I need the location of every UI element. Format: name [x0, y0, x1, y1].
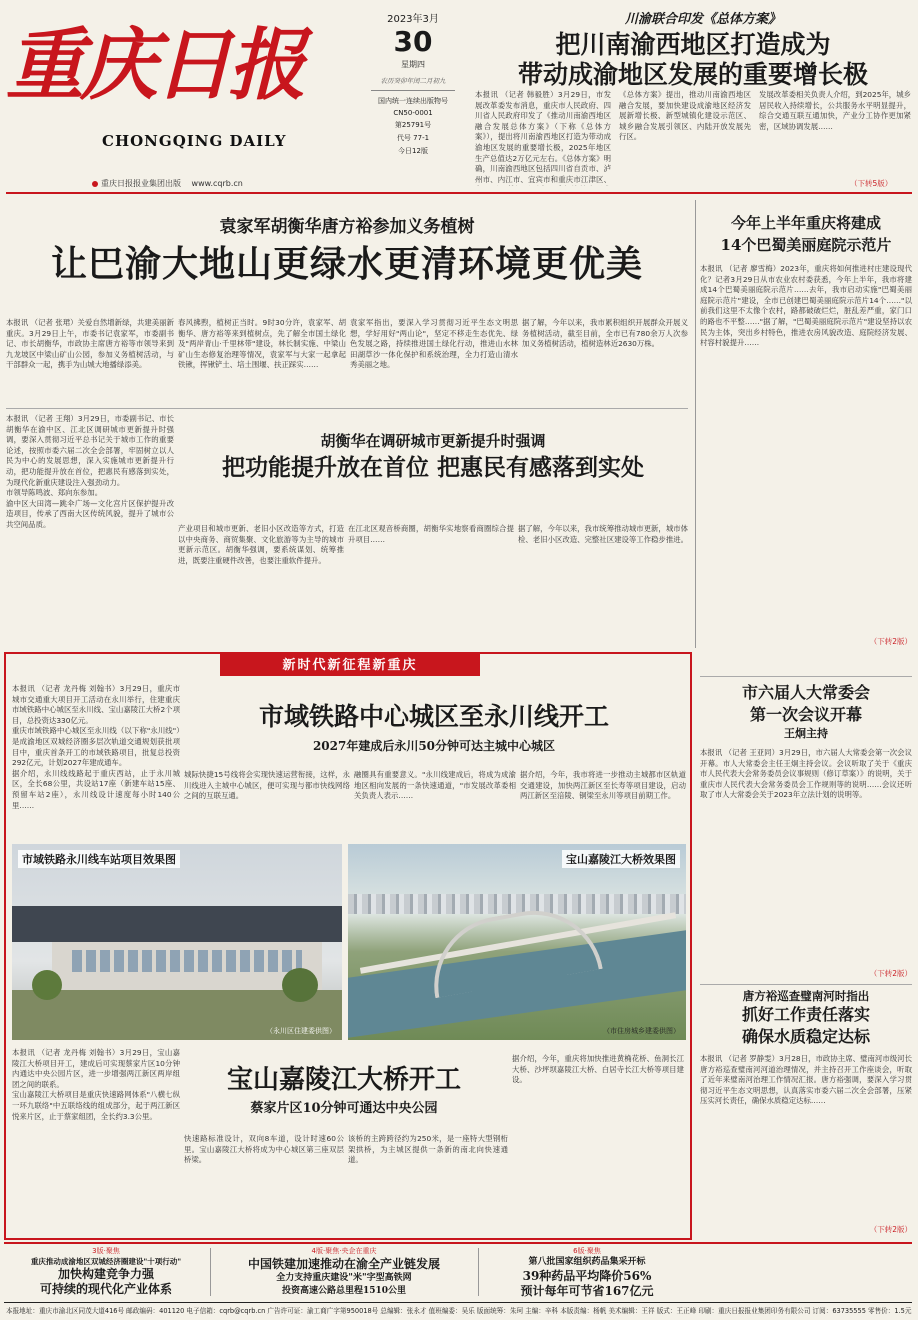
top-story-title-1: 把川南渝西地区打造成为 [555, 30, 831, 59]
right-story-2-title-2: 第一次会议开幕 [749, 705, 862, 724]
rail-title: 市域铁路中心城区至永川线开工 [258, 702, 609, 731]
station-photo [12, 844, 342, 1040]
bridge-col-3: 该桥的主跨跨径约为250米，是一座特大型钢桁架拱桥，为主城区提供一条新的南北向快速通道。 [348, 1134, 508, 1165]
masthead-english: CHONGQING DAILY [102, 132, 287, 150]
teaser-title-3: 可持续的现代化产业体系 [39, 1282, 172, 1296]
divider [478, 1248, 479, 1296]
rail-col-2: 城际快捷15号线将会实现快速运营衔接，这样，永川线进入主城中心城区，便可实现与都市快线网络之间的互联互通。 [184, 770, 350, 801]
rail-col-3: 融圈具有重要意义。"永川线建成后，将成为成渝地区相向发展的一条快速通道，"市发展改革委相关负责人表示…… [354, 770, 516, 801]
right-story-3-title-2: 抓好工作责任落实 [741, 1005, 870, 1024]
divider [210, 1248, 211, 1296]
imprint: 本报地址：重庆市渝北区同茂大道416号 邮政编码：401120 电子信箱：cqrb@cqrb.cn 广告许可证：渝工商广字第950018号 总编辑：张永才 值班编委：吴乐 版面统筹：朱珂 主编：辛科 本版责编：杨帆 美术编辑：王祥 版式：王正峰 印刷：重庆日报报业集团印务有限公司 订阅：63735555 零售价：1.5元 [6, 1307, 912, 1315]
date-day: 30 [393, 25, 433, 58]
bridge-photo-credit: （市住房城乡建委供图） [603, 1027, 680, 1035]
rail-text-1: 本报讯 （记者 龙丹梅 刘翰书）3月29日，重庆市城市交通重大项目开工活动在永川举行，住建重庆市域铁路中心城区至永川线、宝山嘉陵江大桥2个项目，总投资达330亿元。 [12, 684, 180, 725]
bridge-col-2: 快速路标准设计，双向8车道，设计时速60公里。宝山嘉陵江大桥将成为中心城区第三座双层桥梁。 [184, 1134, 344, 1165]
right-story-1 [700, 200, 912, 648]
station-photo-credit: （永川区住建委供图） [266, 1027, 336, 1035]
second-story-text-1: 本报讯 （记者 王翔）3月29日，市委副书记、市长胡衡华在渝中区、江北区调研城市更新提升时强调，要深入贯彻习近平总书记关于城市工作的重要论述，按照市委六届二次全会部署，牢固树立以人民为中心的发展思想，深入实施城市更新提升行动，把功能提升放在首位，把惠民有感落到实处，为现代化新重庆建设注入强劲动力。 [6, 414, 174, 487]
teaser-title-1: 第八批国家组织药品集采开标 [528, 1257, 646, 1267]
top-story-kicker: 川渝联合印发《总体方案》 [624, 12, 781, 27]
rail-text-2: 重庆市域铁路中心城区至永川线（以下称"永川线"）是成渝地区双城经济圈多层次轨道交通规划获批项目中，重庆首条开工的市域铁路项目，批复总投资292亿元，计划2027年建成通车。 [12, 726, 180, 768]
bridge-text-2: 宝山嘉陵江大桥项目是重庆快速路网体系"八横七纵一环九联络"中五联络线的组成部分，起于两江新区悦来片区，止于蔡家组团，全长约3.3公里。 [12, 1090, 180, 1121]
divider [700, 676, 912, 677]
issue-info-2: CN50-0001 [393, 109, 433, 117]
date-box [365, 8, 461, 188]
main-feature-col-3: 袁家军指出，要深入学习贯彻习近平生态文明思想，学好用好"两山论"，坚定不移走生态优先、绿色发展之路，持续推进国土绿化行动，推进山水林田湖草沙一体化保护和系统治理，全力打造山清水秀美丽之地。 [350, 318, 518, 370]
right-story-3-continued[interactable]: （下转2版） [869, 1225, 912, 1234]
right-story-3-text: 本报讯 （记者 罗静雯）3月28日，市政协主席、璧南河市级河长唐方裕巡查璧南河河道治理情况，并主持召开工作座谈会，听取了近年来璧南河治理工作情况汇报。唐方裕强调，要深入学习贯彻习近平生态文明思想，认真落实市委六届二次全会部署，压紧压实河长责任，确保水质稳定达标…… [700, 1054, 912, 1106]
issue-info-3: 第25791号 [394, 121, 432, 129]
teaser-page: 3版·聚焦 [92, 1247, 120, 1255]
masthead-logo [6, 18, 361, 158]
right-story-2-subtitle: 王炯主持 [784, 727, 828, 740]
top-story-title-2: 带动成渝地区发展的重要增长极 [517, 60, 868, 89]
main-feature-title: 让巴渝大地山更绿水更清环境更优美 [50, 243, 643, 285]
rail-text-3: 据介绍，永川线线路起于重庆西站，止于永川城区，全长68公里，共设站17座（新建车站15座、预留车站2座），永川线设计速度每小时140公里…… [12, 768, 180, 810]
top-story-continued[interactable]: （下转5版） [850, 179, 893, 188]
second-story-text-3: 渝中区大田湾—跳伞广场—文化宫片区保护提升改造项目，传承了西南大区传统风貌，提升了城市公共空间品质。 [6, 498, 174, 529]
second-story-title: 把功能提升放在首位 把惠民有感落到实处 [221, 454, 644, 481]
right-story-3-title-3: 确保水质稳定达标 [741, 1027, 870, 1046]
right-story-1-title-2: 14个巴蜀美丽庭院示范片 [720, 236, 892, 254]
weekday: 星期四 [401, 60, 425, 69]
teaser-title-2: 加快构建竞争力强 [57, 1267, 154, 1281]
teaser-title-2: 39种药品平均降价56% [522, 1269, 652, 1283]
bridge-text-1: 本报讯 （记者 龙丹梅 刘翰书）3月29日，宝山嘉陵江大桥项目开工，建成后可实现蔡家片区10分钟内通达中央公园片区，进一步增强两江新区两岸组团之间的联系。 [12, 1048, 180, 1089]
bridge-subtitle: 蔡家片区10分钟可通达中央公园 [250, 1101, 438, 1116]
top-story-col-2: 《总体方案》提出，推动川南渝西地区融合发展，要加快建设成渝地区经济发展新增长极、新型城镇化建设示范区、城乡融合发展引领区、内陆开放发展先行区。 [619, 90, 751, 142]
rail-col-1 [12, 684, 180, 832]
teaser-title-1: 重庆推动成渝地区双城经济圈建设"十项行动" [30, 1257, 182, 1266]
right-story-1-text: 本报讯 （记者 廖雪梅）2023年，重庆将如何推进村庄建设现代化？记者3月29日从市农业农村委获悉，今年上半年，我市将建成14个巴蜀美丽庭院示范片……去年，我市启动实施"巴蜀美丽庭院示范片"建设，全市已创建巴蜀美丽庭院示范片14个……"以前我们这里不太像个农村，路都破破烂烂，脏乱差严重，家门口的路也不平整……"据了解，"巴蜀美丽庭院示范片"建设坚持以农民为主体，突出乡村特色，推进农房风貌改造、庭院经济发展、村容村貌提升…… [700, 264, 912, 348]
second-story-col-4: 据了解，今年以来，我市统筹推动城市更新，城市体检、老旧小区改造、完整社区建设等工作稳步推进。 [518, 524, 688, 544]
footer-teaser[interactable] [6, 1246, 206, 1298]
station-roof [12, 906, 342, 942]
top-story-col-3: 发展改革委相关负责人介绍，到2025年，城乡居民收入持续增长，公共服务水平明显提升，综合交通互联互通加快，产业分工协作更加紧密，区域协调发展…… [759, 90, 911, 131]
city-skyline [348, 894, 686, 914]
publisher-dot-icon [92, 181, 98, 187]
station-photo-caption: 市域铁路永川线车站项目效果图 [18, 850, 180, 868]
section-banner-text: 新时代新征程新重庆 [282, 658, 418, 673]
issue-info-1: 国内统一连续出版物号 [378, 97, 448, 105]
masthead-rule [6, 192, 912, 194]
right-story-2-continued[interactable]: （下转2版） [869, 969, 912, 978]
main-feature-col-2: 春风拂煦，植树正当时。9时30分许，袁家军、胡衡华、唐方裕等来到植树点，先了解全市国土绿化及"两岸青山·千里林带"建设，林长制实施、中梁山矿山生态修复治理等情况，袁家军与大家一起拿起铁锹，挥锹铲土、培土围堰、扶正踩实…… [178, 318, 346, 370]
right-story-1-title-1: 今年上半年重庆将建成 [730, 214, 881, 232]
date-year-month: 2023年3月 [387, 14, 439, 25]
tree-shape [282, 968, 318, 1002]
bridge-col-4: 据介绍，今年，重庆将加快推进黄桷花桥、鱼洞长江大桥、沙坪坝嘉陵江大桥、白居寺长江大桥等项目建设。 [512, 1054, 684, 1085]
right-story-1-continued[interactable]: （下转2版） [869, 637, 912, 646]
right-story-2 [700, 680, 912, 980]
bridge-photo [348, 844, 686, 1040]
teaser-page: 6版·聚焦 [573, 1247, 601, 1255]
bridge-col-1 [12, 1048, 180, 1234]
page-count: 今日12版 [398, 147, 428, 155]
rail-heading [184, 684, 684, 760]
teaser-page: 4版·聚焦·央企在重庆 [311, 1247, 377, 1255]
divider [6, 408, 688, 409]
section-banner [220, 654, 480, 676]
main-feature-col-4: 据了解，今年以来，我市累积组织开展群众开展义务植树活动，截至目前，全市已有780余万人次参加义务植树活动，植树造林近2630万株。 [522, 318, 688, 349]
divider [700, 984, 912, 985]
column-divider [695, 200, 696, 648]
bridge-title: 宝山嘉陵江大桥开工 [226, 1065, 461, 1095]
right-story-3-title-1: 唐方裕巡查璧南河时指出 [742, 989, 870, 1003]
footer-teaser[interactable] [214, 1246, 474, 1298]
teaser-title-3: 投资高速公路总里程1510公里 [281, 1286, 407, 1296]
station-windows [72, 950, 302, 972]
main-feature-kicker: 袁家军胡衡华唐方裕参加义务植树 [219, 217, 475, 237]
footer-rule [4, 1242, 912, 1244]
tree-shape [32, 970, 62, 1000]
right-story-3 [700, 988, 912, 1240]
second-story-kicker: 胡衡华在调研城市更新提升时强调 [320, 432, 546, 450]
teaser-title-2: 全力支持重庆建设"米"字型高铁网 [276, 1273, 412, 1283]
top-story-col-1: 本报讯 （记者 韩毅胜）3月29日，市发展改革委发布消息，重庆市人民政府、四川省人民政府印发了《推动川南渝西地区融合发展总体方案》（下称《总体方案》），提出将川南渝西地区打造为带动成渝地区发展的重要增长极，2025年地区生产总值达2万亿元左右。《总体方案》明确，川南渝西地区包括四川省自贡市、泸州市、内江市、宜宾市和重庆市江津区、 [475, 90, 611, 184]
right-story-2-text: 本报讯 （记者 王亚同）3月29日，市六届人大常委会第一次会议开幕。市人大常委会主任王炯主持会议。会议听取了关于《重庆市人民代表大会常务委员会议事规则（修订草案）》的说明，关于重庆市人民代表大会常务委员会工作规则等的说明……会议还听取了市人大常委会关于2023年立法计划的说明等。 [700, 748, 912, 800]
second-story-col-3: 在江北区观音桥商圈，胡衡华实地察看商圈综合提升项目…… [348, 524, 514, 544]
imprint-rule [4, 1302, 912, 1303]
bridge-heading [184, 1054, 504, 1138]
site-url[interactable]: www.cqrb.cn [191, 179, 243, 188]
lunar-date: 农历癸卯年闰二月初九 [380, 77, 446, 85]
second-story-col-2: 产业项目和城市更新、老旧小区改造等方式，打造以中央商务、商贸集聚、文化旅游等为主导的城市更新示范区。胡衡华强调，要系统谋划、统筹推进，既要注重硬件改善，也要注重软件提升。 [178, 524, 344, 565]
masthead-title: 重庆日报 [6, 20, 303, 111]
rail-col-4: 据介绍，今年，我市将进一步推动主城都市区轨道交通建设，加快两江新区至长寿等项目建设，启动两江新区至涪陵、铜梁至永川等项目前期工作。 [520, 770, 686, 801]
second-story-text-2: 市领导陈鸣波、郑向东参加。 [6, 488, 103, 498]
teaser-title-3: 预计每年可节省167亿元 [520, 1284, 654, 1298]
second-story-heading [178, 414, 688, 502]
second-story-col-1 [6, 414, 174, 646]
rail-subtitle: 2027年建成后永川50分钟可达主城中心城区 [312, 739, 556, 753]
bridge-photo-caption: 宝山嘉陵江大桥效果图 [562, 850, 680, 868]
right-story-2-title-1: 市六届人大常委会 [741, 683, 870, 702]
main-feature-col-1: 本报讯 （记者 张珺）关爱自然增新绿，共建美丽新重庆。3月29日上午，市委书记袁家军，市委副书记、市长胡衡华，市政协主席唐方裕等市领导来到九龙坡区中梁山矿山公园，参加义务植树活动，与干部群众一起，携手为山城大地播绿添美。 [6, 318, 174, 370]
masthead-publisher-line [92, 178, 243, 189]
teaser-title-1: 中国铁建加速推动在渝全产业链发展 [247, 1257, 440, 1271]
footer-teaser[interactable] [482, 1246, 692, 1298]
publisher: 重庆日报报业集团出版 [101, 179, 181, 188]
issue-info-4: 代号 77-1 [396, 134, 430, 142]
